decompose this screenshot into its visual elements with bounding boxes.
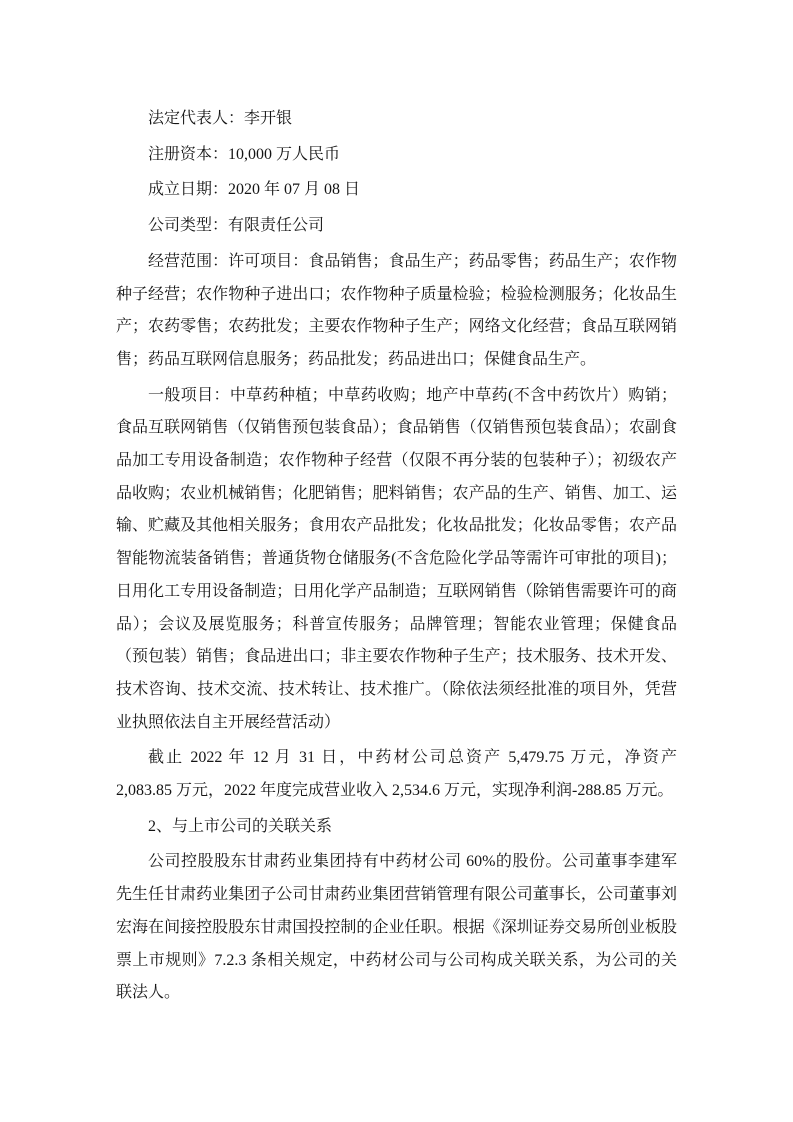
paragraph-establishment-date: 成立日期：2020 年 07 月 08 日 [148, 181, 361, 199]
paragraph-company-type: 公司类型：有限责任公司 [148, 217, 325, 235]
paragraph-business-scope-licensed: 经营范围：许可项目：食品销售；食品生产；药品零售；药品生产；农作物种子经营；农作物种子进出口；农作物种子质量检验；检验检测服务；化妆品生产；农药零售；农药批发；主要农作物种子生产；网络文化经营；食品互联网销售；药品互联网信息服务；药品批发；药品进出口；保健食品生产。 [116, 252, 677, 368]
section-heading-relationship: 2、与上市公司的关联关系 [148, 817, 333, 835]
paragraph-registered-capital: 注册资本：10,000 万人民币 [148, 145, 341, 163]
paragraph-legal-representative: 法定代表人：李开银 [148, 110, 293, 127]
paragraph-business-scope-general: 一般项目：中草药种植；中草药收购；地产中草药(不含中药饮片）购销；食品互联网销售（仅销售预包装食品）；食品销售（仅销售预包装食品）；农副食品加工专用设备制造；农作物种子经营（仅限不再分装的包装种子）；初级农产品收购；农业机械销售；化肥销售；肥料销售；农产品的生产、销售、加工、运输、贮藏及其他相关服务；食用农产品批发；化妆品批发；化妆品零售；农产品智能物流装备销售；普通货物仓储服务(不含危险化学品等需许可审批的项目)；日用化工专用设备制造；日用化学产品制造；互联网销售（除销售需要许可的商品）；会议及展览服务；科普宣传服务；品牌管理；智能农业管理；保健食品（预包装）销售；食品进出口；非主要农作物种子生产；技术服务、技术开发、技术咨询、技术交流、技术转让、技术推广。（除依法须经批准的项目外，凭营业执照依法自主开展经营活动） [116, 386, 677, 731]
paragraph-relationship-detail: 公司控股股东甘肃药业集团持有中药材公司 60%的股份。公司董事李建军先生任甘肃药业集团子公司甘肃药业集团营销管理有限公司董事长，公司董事刘宏海在间接控股股东甘肃国投控制的企业任职。根据《深圳证券交易所创业板股票上市规则》7.2.3 条相关规定，中药材公司与公司构成关联关系，为公司的关联法人。 [116, 853, 677, 1002]
paragraph-financial-summary: 截止 2022 年 12 月 31 日，中药材公司总资产 5,479.75 万元，净资产 2,083.85 万元，2022 年度完成营业收入 2,534.6 万元，实现净利润-288.85 万元。 [116, 749, 677, 800]
